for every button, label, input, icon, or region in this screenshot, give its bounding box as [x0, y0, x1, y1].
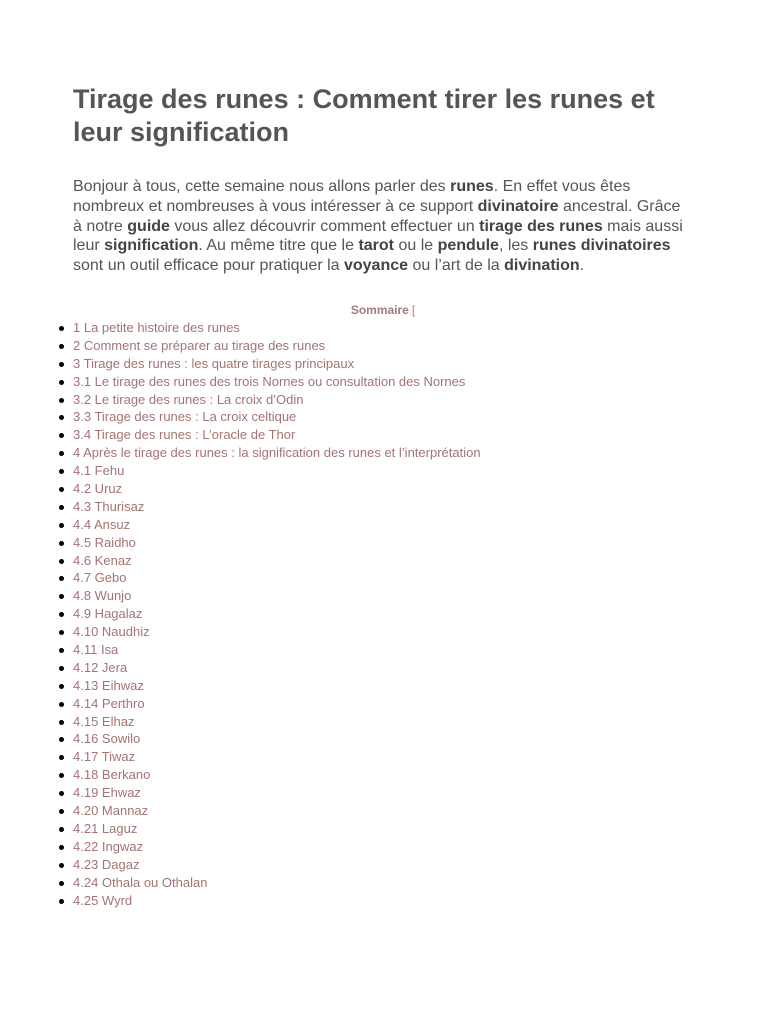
toc-link[interactable]: 4.18 Berkano: [73, 767, 151, 783]
intro-text: . Au même titre que le: [198, 237, 359, 255]
toc-item: [73, 355, 713, 373]
toc-link[interactable]: 4.14 Perthro: [73, 695, 145, 711]
toc-link[interactable]: 4.6 Kenaz: [73, 552, 132, 568]
toc-link[interactable]: 4.12 Jera: [73, 659, 128, 675]
toc-item: [73, 408, 713, 426]
toc-item: [73, 444, 713, 462]
toc-link[interactable]: 4.1 Fehu: [73, 463, 125, 479]
intro-text: .: [579, 257, 585, 275]
intro-keyword: guide: [127, 217, 170, 235]
toc-item: [73, 766, 713, 784]
intro-text: vous allez découvrir comment effectuer un: [169, 217, 480, 235]
toc-item: [73, 623, 713, 641]
toc-link[interactable]: 4.2 Uruz: [73, 481, 123, 497]
intro-keyword: runes divinatoires: [532, 237, 671, 255]
toc-item: [73, 391, 713, 409]
intro-keyword: tarot: [358, 237, 394, 255]
intro-text: mais aussi leur: [73, 217, 683, 255]
toc-link[interactable]: 4.11 Isa: [73, 642, 119, 658]
intro-text: . En effet vous êtes nombreux et nombreuses à vous intéresser à ce support: [73, 178, 631, 215]
toc-item: [73, 373, 713, 391]
toc-link[interactable]: 3.1 Le tirage des runes des trois Nornes ou consultation des Nornes: [73, 373, 466, 389]
toc-item: [73, 516, 713, 534]
toc-link[interactable]: 4.19 Ehwaz: [73, 785, 141, 801]
toc-item: [73, 569, 713, 587]
toc-item: [73, 838, 713, 856]
toc-item: [73, 730, 713, 748]
toc-item: [73, 337, 713, 355]
toc-link[interactable]: 4.4 Ansuz: [73, 516, 131, 532]
toc-item: [73, 659, 713, 677]
intro-text: , les: [498, 237, 533, 255]
toc-item: [73, 784, 713, 802]
toc-link[interactable]: 2 Comment se préparer au tirage des runes: [73, 337, 326, 353]
toc-item: [73, 498, 713, 516]
toc-item: [73, 802, 713, 820]
toc-link[interactable]: 4.25 Wyrd: [73, 892, 133, 908]
intro-keyword: tirage des runes: [479, 217, 603, 235]
toc-link[interactable]: 1 La petite histoire des runes: [73, 320, 240, 335]
toc-link[interactable]: 4.20 Mannaz: [73, 803, 149, 819]
toc-header: [73, 302, 693, 318]
toc-item: [73, 677, 713, 695]
toc-link[interactable]: 3.2 Le tirage des runes : La croix d’Odin: [73, 391, 304, 407]
toc-link[interactable]: 4.3 Thurisaz: [73, 498, 145, 514]
intro-text: Bonjour à tous, cette semaine nous allons parler des: [73, 178, 451, 195]
toc-link[interactable]: 4 Après le tirage des runes : la signification des runes et l’interprétation: [73, 445, 481, 461]
toc-link[interactable]: 4.17 Tiwaz: [73, 749, 136, 765]
intro-text: ou le: [394, 237, 438, 255]
intro-text: ancestral. Grâce à notre: [73, 197, 681, 235]
toc-item: [73, 319, 713, 337]
toc-toggle-button[interactable]: [: [411, 303, 416, 317]
toc-item: [73, 695, 713, 713]
toc-link[interactable]: 4.8 Wunjo: [73, 588, 132, 604]
toc-link[interactable]: 4.9 Hagalaz: [73, 606, 143, 622]
toc-item: [73, 480, 713, 498]
page-title: Tirage des runes : Comment tirer les runes et leur signification: [73, 84, 655, 147]
toc-item: [73, 641, 713, 659]
toc-item: [73, 856, 713, 874]
intro-keyword: divination: [504, 257, 580, 275]
toc-item: [73, 534, 713, 552]
toc-link[interactable]: 4.7 Gebo: [73, 570, 127, 586]
toc-link[interactable]: 4.24 Othala ou Othalan: [73, 874, 208, 890]
toc-item: [73, 552, 713, 570]
intro-text: ou l’art de la: [408, 257, 505, 275]
intro-keyword: voyance: [343, 257, 409, 275]
intro-keyword: runes: [450, 178, 494, 195]
toc-label: Sommaire: [350, 303, 409, 317]
toc-item: [73, 587, 713, 605]
toc-item: [73, 462, 713, 480]
toc-link[interactable]: 3 Tirage des runes : les quatre tirages principaux: [73, 355, 355, 371]
toc-item: [73, 820, 713, 838]
intro-keyword: signification: [104, 237, 199, 255]
toc-link[interactable]: 4.15 Elhaz: [73, 713, 135, 729]
toc-link[interactable]: 4.23 Dagaz: [73, 856, 140, 872]
toc-item: [73, 426, 713, 444]
toc-link[interactable]: 4.22 Ingwaz: [73, 838, 144, 854]
intro-keyword: divinatoire: [477, 197, 559, 215]
toc-item: [73, 605, 713, 623]
intro-text: sont un outil efficace pour pratiquer la: [73, 257, 344, 275]
toc-item: [73, 713, 713, 731]
toc-link[interactable]: 3.3 Tirage des runes : La croix celtique: [73, 409, 297, 425]
toc-item: [73, 748, 713, 766]
intro-paragraph: [73, 177, 688, 276]
toc-link[interactable]: 4.13 Eihwaz: [73, 677, 144, 693]
intro-keyword: pendule: [437, 237, 499, 255]
toc-item: [73, 892, 713, 910]
toc-link[interactable]: 4.5 Raidho: [73, 534, 136, 550]
table-of-contents: [73, 319, 713, 909]
toc-link[interactable]: 4.16 Sowilo: [73, 731, 141, 747]
toc-link[interactable]: 3.4 Tirage des runes : L’oracle de Thor: [73, 427, 296, 443]
toc-link[interactable]: 4.10 Naudhiz: [73, 624, 150, 640]
toc-link[interactable]: 4.21 Laguz: [73, 820, 138, 836]
toc-item: [73, 874, 713, 892]
